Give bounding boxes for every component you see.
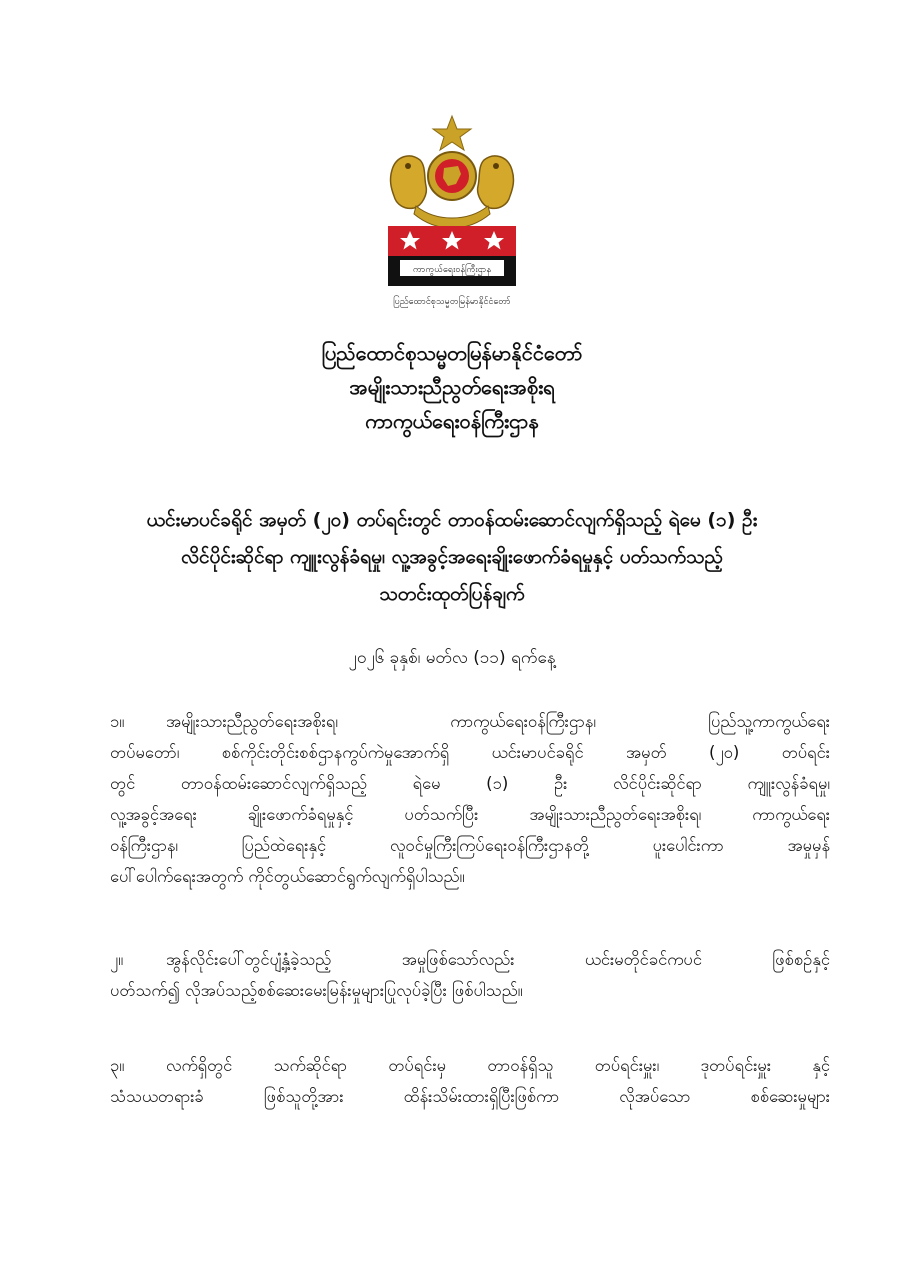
paragraph-1 bbox=[110, 706, 830, 892]
org-country: ပြည်ထောင်စုသမ္မတမြန်မာနိုင်ငံတော် bbox=[321, 341, 583, 365]
org-government: အမျိုးသားညီညွတ်ရေးအစိုးရ bbox=[349, 375, 555, 399]
title-line-1: ယင်းမာပင်ခရိုင် အမှတ် (၂၀) တပ်ရင်းတွင် တာဝန်ထမ်းဆောင်လျက်ရှိသည့် ရဲမေ (၁) ဦး bbox=[146, 509, 758, 531]
state-emblem bbox=[386, 114, 518, 310]
paragraph-line: တွင် တာဝန်ထမ်းဆောင်လျက်ရှိသည့် ရဲမေ (၁) ဦး လိင်ပိုင်းဆိုင်ရာ ကျူးလွန်ခံရမှု၊ bbox=[110, 774, 830, 793]
paragraph-line: တပ်မတော်၊ စစ်ကိုင်းတိုင်းစစ်ဌာနကွပ်ကဲမှုအောက်ရှိ ယင်းမာပင်ခရိုင် အမှတ် (၂၀) တပ်ရင်း bbox=[110, 743, 830, 762]
paragraph-line: ၃။ လက်ရှိတွင် သက်ဆိုင်ရာ တပ်ရင်းမှ တာဝန်ရှိသူ တပ်ရင်းမှူး၊ ဒုတပ်ရင်းမှူး နှင့် bbox=[110, 1050, 830, 1081]
statement-title bbox=[70, 502, 834, 613]
paragraph-line: ပေါ်ပေါက်ရေးအတွက် ကိုင်တွယ်ဆောင်ရွက်လျက်ရှိပါသည်။ bbox=[110, 867, 465, 886]
paragraph-line: ၁။ အမျိုးသားညီညွတ်ရေးအစိုးရ၊ ကာကွယ်ရေးဝန်ကြီးဌာန၊ ပြည်သူ့ကာကွယ်ရေး bbox=[110, 706, 830, 737]
title-line-2: လိင်ပိုင်းဆိုင်ရာ ကျူးလွန်ခံရမှု၊ လူ့အခွင့်အရေးချိုးဖောက်ခံရမှုနှင့် ပတ်သက်သည့် bbox=[181, 546, 723, 568]
paragraph-3 bbox=[110, 1050, 830, 1112]
title-line-3: သတင်းထုတ်ပြန်ချက် bbox=[379, 583, 525, 605]
issuing-organization bbox=[0, 336, 904, 438]
paragraph-number: ၁။ bbox=[110, 712, 125, 731]
statement-date: ၂၀၂၆ ခုနှစ်၊ မတ်လ (၁၁) ရက်နေ့ bbox=[348, 648, 556, 668]
emblem-caption: ပြည်ထောင်စုသမ္မတမြန်မာနိုင်ငံတော် bbox=[393, 297, 511, 307]
paragraph-number: ၂။ bbox=[110, 950, 124, 969]
paragraph-line: လူ့အခွင့်အရေး ချိုးဖောက်ခံရမှုနှင့် ပတ်သက်ပြီး အမျိုးသားညီညွတ်ရေးအစိုးရ၊ ကာကွယ်ရေး bbox=[110, 805, 830, 824]
emblem-star-icon bbox=[433, 116, 471, 150]
paragraph-number: ၃။ bbox=[110, 1056, 125, 1075]
paragraph-line: ၂။ အွန်လိုင်းပေါ်တွင်ပျံ့နှံ့ခဲ့သည့် အမှုဖြစ်သော်လည်း ယင်းမတိုင်ခင်ကပင် ဖြစ်စဥ်နှင့် bbox=[110, 944, 830, 975]
paragraph-2 bbox=[110, 944, 830, 1006]
paragraph-line: သံသယတရားခံ ဖြစ်သူတို့အား ထိန်းသိမ်းထားရှိပြီးဖြစ်ကာ လိုအပ်သော စစ်ဆေးမှုများ bbox=[110, 1087, 830, 1106]
paragraph-line: ပတ်သက်၍ လိုအပ်သည့်စစ်ဆေးမေးမြန်းမှုများပြုလုပ်ခဲ့ပြီး ဖြစ်ပါသည်။ bbox=[110, 981, 523, 1000]
paragraph-line: ဝန်ကြီးဌာန၊ ပြည်ထဲရေးနှင့် လူဝင်မှုကြီးကြပ်ရေးဝန်ကြီးဌာနတို့ ပူးပေါင်းကာ အမှုမှန် bbox=[110, 836, 830, 855]
org-ministry: ကာကွယ်ရေးဝန်ကြီးဌာန bbox=[365, 409, 539, 433]
emblem-banner-text: ကာကွယ်ရေးဝန်ကြီးဌာန bbox=[412, 265, 492, 275]
